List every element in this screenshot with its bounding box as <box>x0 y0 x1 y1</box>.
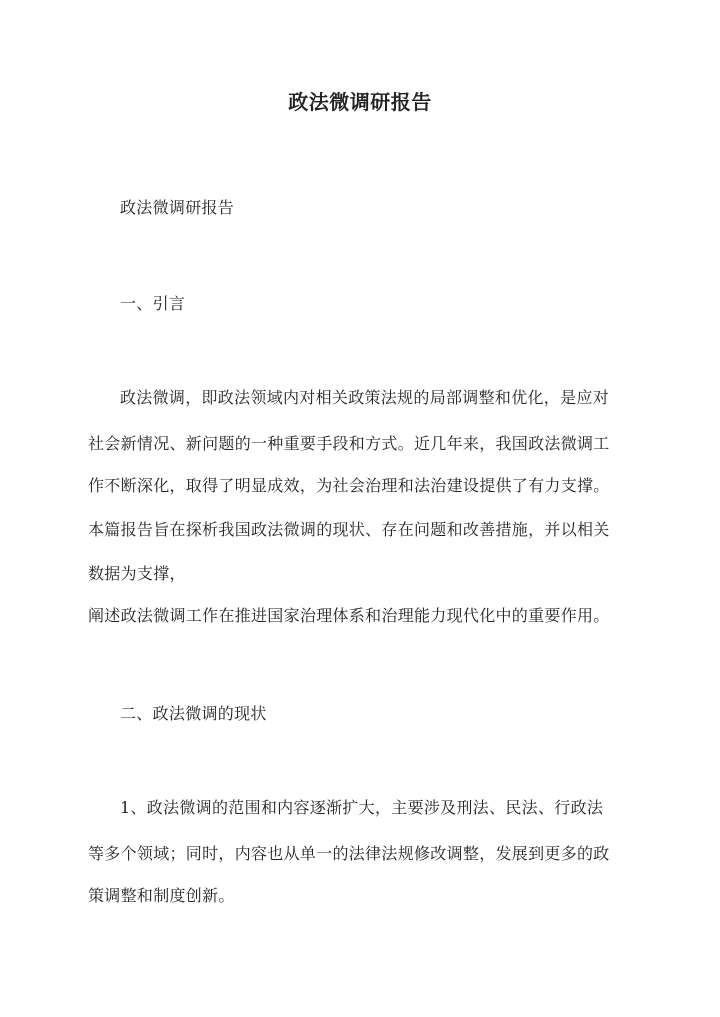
paragraph-line: 社会新情况、新问题的一种重要手段和方式。近几年来，我国政法微调工 <box>88 434 610 453</box>
section-heading-introduction: 一、引言 <box>120 294 186 313</box>
paragraph-line: 数据为支撑， <box>88 564 186 583</box>
document-title: 政法微调研报告 <box>288 90 432 114</box>
section-heading-status: 二、政法微调的现状 <box>120 704 267 723</box>
paragraph-line: 政法微调，即政法领域内对相关政策法规的局部调整和优化，是应对 <box>120 388 610 407</box>
paragraph-line: 本篇报告旨在探析我国政法微调的现状、存在问题和改善措施，并以相关 <box>88 520 610 539</box>
paragraph-line: 阐述政法微调工作在推进国家治理体系和治理能力现代化中的重要作用。 <box>88 606 610 625</box>
document-subtitle: 政法微调研报告 <box>120 198 235 217</box>
paragraph-line: 等多个领域；同时，内容也从单一的法律法规修改调整，发展到更多的政 <box>88 844 610 863</box>
paragraph-line: 策调整和制度创新。 <box>88 886 235 905</box>
paragraph-line: 作不断深化，取得了明显成效，为社会治理和法治建设提供了有力支撑。 <box>88 476 610 495</box>
paragraph-line: 1、政法微调的范围和内容逐渐扩大，主要涉及刑法、民法、行政法 <box>120 798 604 817</box>
